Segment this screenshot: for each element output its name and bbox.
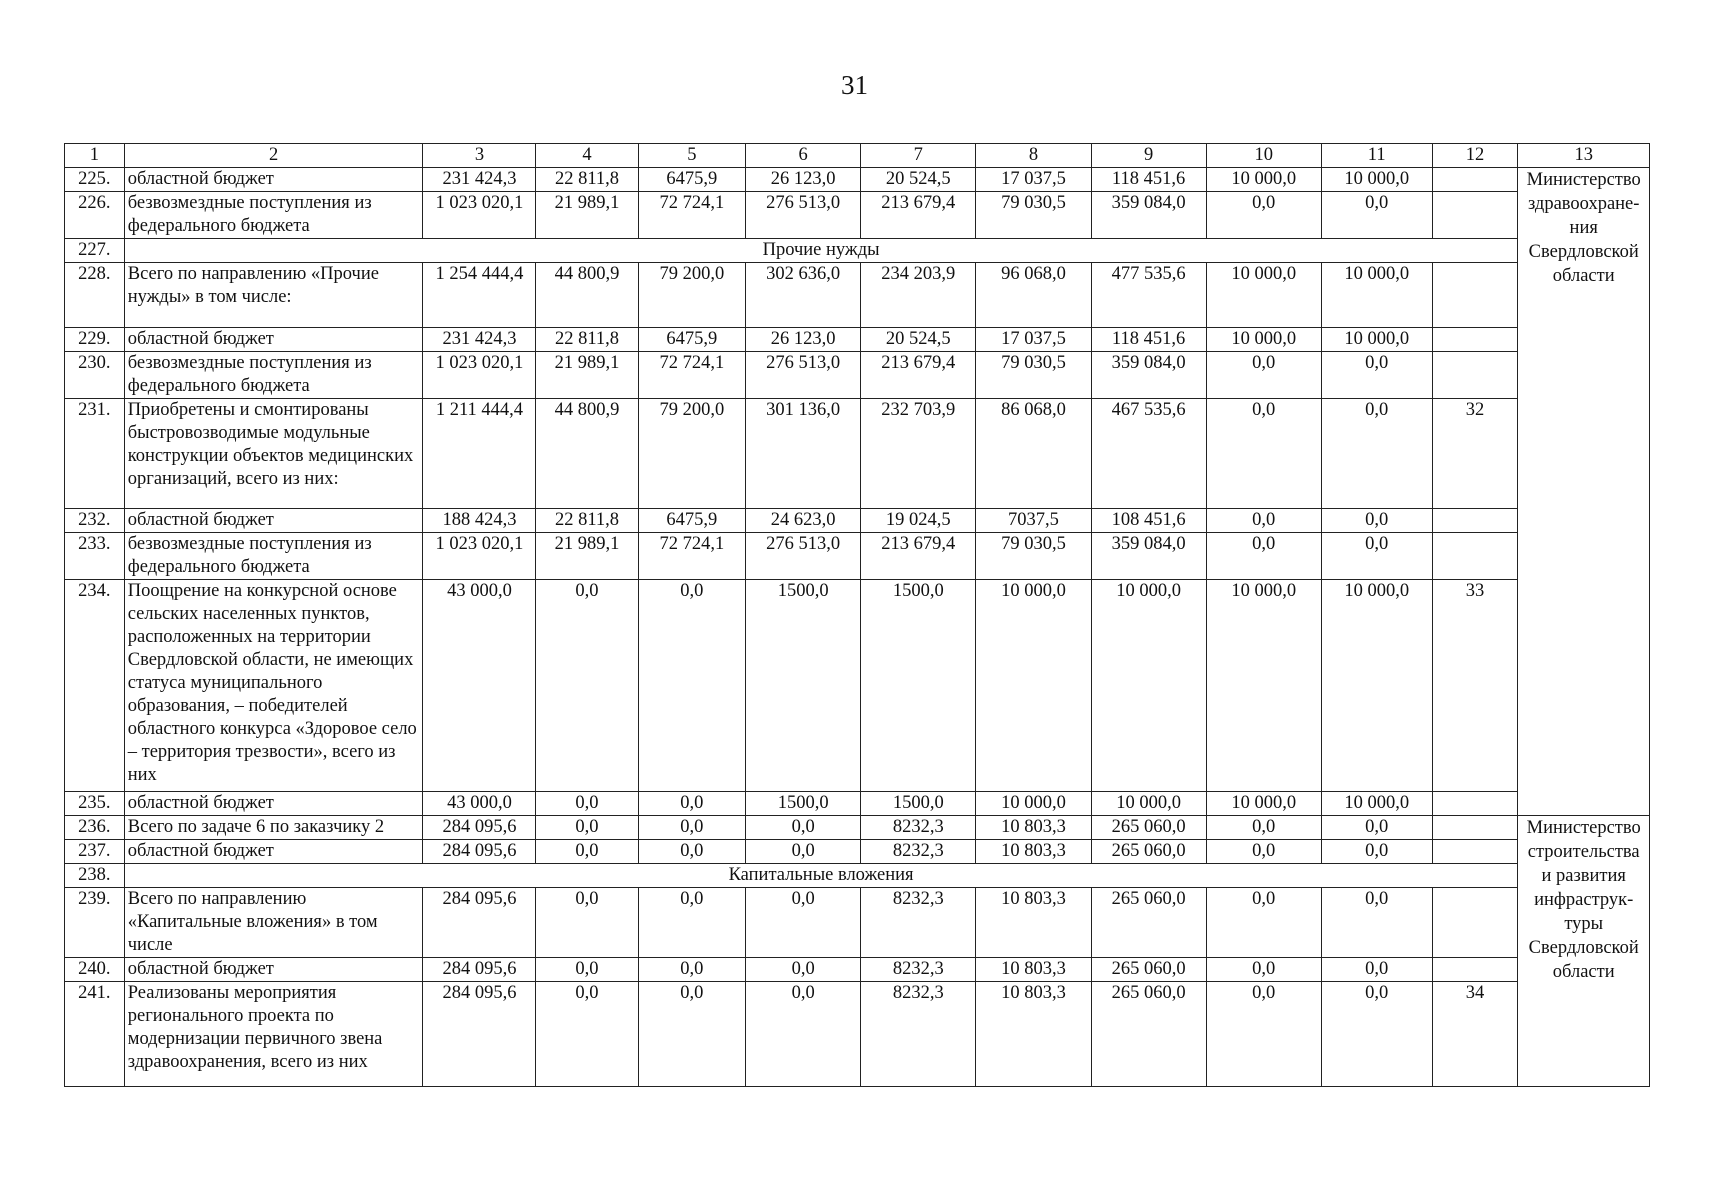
- row-name: областной бюджет: [124, 840, 423, 864]
- value-cell: 0,0: [638, 792, 746, 816]
- value-cell: 0,0: [536, 982, 638, 1087]
- value-cell: 10 000,0: [1091, 792, 1206, 816]
- row-number: 240.: [65, 958, 125, 982]
- target-ref-cell: [1432, 888, 1518, 958]
- value-cell: 0,0: [638, 816, 746, 840]
- column-header: 3: [423, 144, 536, 168]
- row-number: 234.: [65, 580, 125, 792]
- column-header: 9: [1091, 144, 1206, 168]
- value-cell: 108 451,6: [1091, 509, 1206, 533]
- table-row: [65, 239, 1650, 263]
- value-cell: 188 424,3: [423, 509, 536, 533]
- value-cell: 0,0: [1206, 958, 1321, 982]
- value-cell: 1 211 444,4: [423, 399, 536, 509]
- target-ref-cell: [1432, 168, 1518, 192]
- value-cell: 26 123,0: [746, 168, 861, 192]
- value-cell: 0,0: [746, 982, 861, 1087]
- value-cell: 0,0: [1206, 816, 1321, 840]
- row-number: 233.: [65, 533, 125, 580]
- value-cell: 10 000,0: [1206, 328, 1321, 352]
- value-cell: 10 000,0: [1091, 580, 1206, 792]
- value-cell: 359 084,0: [1091, 192, 1206, 239]
- value-cell: 10 803,3: [976, 958, 1091, 982]
- value-cell: 22 811,8: [536, 509, 638, 533]
- value-cell: 0,0: [536, 580, 638, 792]
- value-cell: 10 000,0: [1206, 580, 1321, 792]
- value-cell: 6475,9: [638, 328, 746, 352]
- value-cell: 0,0: [638, 580, 746, 792]
- value-cell: 1 023 020,1: [423, 533, 536, 580]
- value-cell: 276 513,0: [746, 352, 861, 399]
- value-cell: 79 030,5: [976, 533, 1091, 580]
- value-cell: 7037,5: [976, 509, 1091, 533]
- value-cell: 0,0: [536, 840, 638, 864]
- responsible-executor: Министерство здравоохране-ния Свердловской области: [1518, 168, 1650, 816]
- table-row: [65, 328, 1650, 352]
- value-cell: 8232,3: [861, 840, 976, 864]
- value-cell: 10 000,0: [1206, 168, 1321, 192]
- target-ref-cell: 32: [1432, 399, 1518, 509]
- value-cell: 1500,0: [746, 792, 861, 816]
- row-name: безвозмездные поступления из федерального бюджета: [124, 533, 423, 580]
- table-row: [65, 263, 1650, 328]
- table-row: [65, 816, 1650, 840]
- value-cell: 0,0: [1321, 958, 1432, 982]
- responsible-executor: Министерство строительства и развития инфраструк-туры Свердловской области: [1518, 816, 1650, 1087]
- value-cell: 1 023 020,1: [423, 352, 536, 399]
- value-cell: 0,0: [536, 888, 638, 958]
- value-cell: 265 060,0: [1091, 888, 1206, 958]
- value-cell: 6475,9: [638, 168, 746, 192]
- target-ref-cell: [1432, 958, 1518, 982]
- value-cell: 8232,3: [861, 982, 976, 1087]
- value-cell: 44 800,9: [536, 399, 638, 509]
- value-cell: 0,0: [536, 958, 638, 982]
- value-cell: 0,0: [638, 840, 746, 864]
- value-cell: 72 724,1: [638, 533, 746, 580]
- value-cell: 118 451,6: [1091, 168, 1206, 192]
- value-cell: 0,0: [746, 840, 861, 864]
- value-cell: 22 811,8: [536, 328, 638, 352]
- column-header: 10: [1206, 144, 1321, 168]
- target-ref-cell: [1432, 192, 1518, 239]
- value-cell: 0,0: [1206, 888, 1321, 958]
- target-ref-cell: [1432, 533, 1518, 580]
- value-cell: 10 803,3: [976, 816, 1091, 840]
- value-cell: 10 000,0: [976, 792, 1091, 816]
- row-number: 237.: [65, 840, 125, 864]
- value-cell: 79 030,5: [976, 192, 1091, 239]
- target-ref-cell: [1432, 840, 1518, 864]
- target-ref-cell: [1432, 792, 1518, 816]
- column-header: 1: [65, 144, 125, 168]
- row-name: безвозмездные поступления из федерального бюджета: [124, 352, 423, 399]
- table-row: [65, 982, 1650, 1087]
- value-cell: 0,0: [1206, 509, 1321, 533]
- value-cell: 0,0: [536, 816, 638, 840]
- value-cell: 302 636,0: [746, 263, 861, 328]
- value-cell: 276 513,0: [746, 533, 861, 580]
- value-cell: 213 679,4: [861, 192, 976, 239]
- row-name: Приобретены и смонтированы быстровозводимые модульные конструкции объектов медицинских организаций, всего из них:: [124, 399, 423, 509]
- value-cell: 0,0: [536, 792, 638, 816]
- table-row: [65, 864, 1650, 888]
- value-cell: 1500,0: [861, 580, 976, 792]
- target-ref-cell: [1432, 328, 1518, 352]
- value-cell: 21 989,1: [536, 192, 638, 239]
- header-row: [65, 144, 1650, 168]
- value-cell: 0,0: [638, 982, 746, 1087]
- value-cell: 72 724,1: [638, 192, 746, 239]
- value-cell: 21 989,1: [536, 533, 638, 580]
- value-cell: 0,0: [1206, 840, 1321, 864]
- value-cell: 43 000,0: [423, 580, 536, 792]
- target-ref-cell: [1432, 816, 1518, 840]
- value-cell: 1500,0: [861, 792, 976, 816]
- value-cell: 265 060,0: [1091, 840, 1206, 864]
- value-cell: 19 024,5: [861, 509, 976, 533]
- value-cell: 467 535,6: [1091, 399, 1206, 509]
- value-cell: 0,0: [1321, 533, 1432, 580]
- value-cell: 231 424,3: [423, 328, 536, 352]
- value-cell: 0,0: [746, 888, 861, 958]
- row-number: 225.: [65, 168, 125, 192]
- row-name: Реализованы мероприятия регионального проекта по модернизации первичного звена здравоохранения, всего из них: [124, 982, 423, 1087]
- table-row: [65, 840, 1650, 864]
- value-cell: 10 000,0: [1206, 792, 1321, 816]
- value-cell: 284 095,6: [423, 888, 536, 958]
- row-number: 229.: [65, 328, 125, 352]
- value-cell: 265 060,0: [1091, 816, 1206, 840]
- value-cell: 0,0: [1321, 888, 1432, 958]
- page-number: 31: [841, 70, 868, 100]
- value-cell: 0,0: [1321, 509, 1432, 533]
- value-cell: 284 095,6: [423, 982, 536, 1087]
- value-cell: 213 679,4: [861, 352, 976, 399]
- value-cell: 8232,3: [861, 816, 976, 840]
- row-number: 239.: [65, 888, 125, 958]
- target-ref-cell: [1432, 509, 1518, 533]
- value-cell: 79 030,5: [976, 352, 1091, 399]
- row-name: Всего по задаче 6 по заказчику 2: [124, 816, 423, 840]
- value-cell: 0,0: [1321, 816, 1432, 840]
- table-row: [65, 399, 1650, 509]
- row-name: безвозмездные поступления из федерального бюджета: [124, 192, 423, 239]
- column-header: 4: [536, 144, 638, 168]
- value-cell: 17 037,5: [976, 328, 1091, 352]
- value-cell: 0,0: [638, 888, 746, 958]
- value-cell: 232 703,9: [861, 399, 976, 509]
- value-cell: 0,0: [1321, 982, 1432, 1087]
- column-header: 2: [124, 144, 423, 168]
- value-cell: 0,0: [746, 958, 861, 982]
- row-name: областной бюджет: [124, 958, 423, 982]
- row-name: Всего по направлению «Капитальные вложения» в том числе: [124, 888, 423, 958]
- section-title: Капитальные вложения: [124, 864, 1518, 888]
- value-cell: 24 623,0: [746, 509, 861, 533]
- row-name: областной бюджет: [124, 328, 423, 352]
- value-cell: 0,0: [1321, 192, 1432, 239]
- column-header: 7: [861, 144, 976, 168]
- value-cell: 0,0: [1206, 399, 1321, 509]
- row-number: 232.: [65, 509, 125, 533]
- row-name: Всего по направлению «Прочие нужды» в том числе:: [124, 263, 423, 328]
- table-row: [65, 888, 1650, 958]
- column-header: 12: [1432, 144, 1518, 168]
- value-cell: 0,0: [1321, 352, 1432, 399]
- value-cell: 1500,0: [746, 580, 861, 792]
- column-header: 11: [1321, 144, 1432, 168]
- budget-table: [64, 143, 1650, 1087]
- row-number: 227.: [65, 239, 125, 263]
- value-cell: 265 060,0: [1091, 958, 1206, 982]
- value-cell: 26 123,0: [746, 328, 861, 352]
- value-cell: 118 451,6: [1091, 328, 1206, 352]
- value-cell: 284 095,6: [423, 816, 536, 840]
- value-cell: 22 811,8: [536, 168, 638, 192]
- value-cell: 10 803,3: [976, 840, 1091, 864]
- value-cell: 17 037,5: [976, 168, 1091, 192]
- table-row: [65, 580, 1650, 792]
- target-ref-cell: 34: [1432, 982, 1518, 1087]
- row-number: 236.: [65, 816, 125, 840]
- value-cell: 477 535,6: [1091, 263, 1206, 328]
- value-cell: 234 203,9: [861, 263, 976, 328]
- value-cell: 43 000,0: [423, 792, 536, 816]
- target-ref-cell: [1432, 352, 1518, 399]
- value-cell: 10 000,0: [1321, 263, 1432, 328]
- value-cell: 213 679,4: [861, 533, 976, 580]
- value-cell: 359 084,0: [1091, 352, 1206, 399]
- value-cell: 10 000,0: [976, 580, 1091, 792]
- row-number: 230.: [65, 352, 125, 399]
- value-cell: 0,0: [638, 958, 746, 982]
- row-name: областной бюджет: [124, 168, 423, 192]
- value-cell: 96 068,0: [976, 263, 1091, 328]
- value-cell: 10 000,0: [1321, 168, 1432, 192]
- value-cell: 10 000,0: [1321, 792, 1432, 816]
- value-cell: 0,0: [1206, 533, 1321, 580]
- value-cell: 10 803,3: [976, 888, 1091, 958]
- value-cell: 6475,9: [638, 509, 746, 533]
- value-cell: 0,0: [1321, 840, 1432, 864]
- row-number: 226.: [65, 192, 125, 239]
- value-cell: 10 803,3: [976, 982, 1091, 1087]
- row-number: 231.: [65, 399, 125, 509]
- table-row: [65, 958, 1650, 982]
- value-cell: 0,0: [1206, 352, 1321, 399]
- row-name: Поощрение на конкурсной основе сельских населенных пунктов, расположенных на территории Свердловской области, не имеющих статуса муниципального образования, – победителей областного конкурса «Здоровое село – территория трезвости», всего из них: [124, 580, 423, 792]
- value-cell: 301 136,0: [746, 399, 861, 509]
- value-cell: 1 023 020,1: [423, 192, 536, 239]
- table-row: [65, 792, 1650, 816]
- section-title: Прочие нужды: [124, 239, 1518, 263]
- value-cell: 44 800,9: [536, 263, 638, 328]
- value-cell: 0,0: [746, 816, 861, 840]
- table-row: [65, 192, 1650, 239]
- value-cell: 10 000,0: [1206, 263, 1321, 328]
- row-number: 235.: [65, 792, 125, 816]
- table-row: [65, 533, 1650, 580]
- value-cell: 79 200,0: [638, 263, 746, 328]
- row-name: областной бюджет: [124, 792, 423, 816]
- target-ref-cell: 33: [1432, 580, 1518, 792]
- value-cell: 231 424,3: [423, 168, 536, 192]
- table-row: [65, 168, 1650, 192]
- column-header: 6: [746, 144, 861, 168]
- value-cell: 20 524,5: [861, 168, 976, 192]
- value-cell: 79 200,0: [638, 399, 746, 509]
- value-cell: 86 068,0: [976, 399, 1091, 509]
- value-cell: 276 513,0: [746, 192, 861, 239]
- column-header: 8: [976, 144, 1091, 168]
- value-cell: 21 989,1: [536, 352, 638, 399]
- value-cell: 10 000,0: [1321, 328, 1432, 352]
- row-name: областной бюджет: [124, 509, 423, 533]
- value-cell: 284 095,6: [423, 958, 536, 982]
- table-row: [65, 352, 1650, 399]
- value-cell: 1 254 444,4: [423, 263, 536, 328]
- value-cell: 8232,3: [861, 888, 976, 958]
- column-header: 5: [638, 144, 746, 168]
- value-cell: 20 524,5: [861, 328, 976, 352]
- value-cell: 359 084,0: [1091, 533, 1206, 580]
- value-cell: 10 000,0: [1321, 580, 1432, 792]
- row-number: 241.: [65, 982, 125, 1087]
- row-number: 228.: [65, 263, 125, 328]
- row-number: 238.: [65, 864, 125, 888]
- value-cell: 284 095,6: [423, 840, 536, 864]
- value-cell: 0,0: [1206, 982, 1321, 1087]
- value-cell: 72 724,1: [638, 352, 746, 399]
- target-ref-cell: [1432, 263, 1518, 328]
- column-header: 13: [1518, 144, 1650, 168]
- value-cell: 265 060,0: [1091, 982, 1206, 1087]
- value-cell: 0,0: [1321, 399, 1432, 509]
- value-cell: 8232,3: [861, 958, 976, 982]
- value-cell: 0,0: [1206, 192, 1321, 239]
- table-row: [65, 509, 1650, 533]
